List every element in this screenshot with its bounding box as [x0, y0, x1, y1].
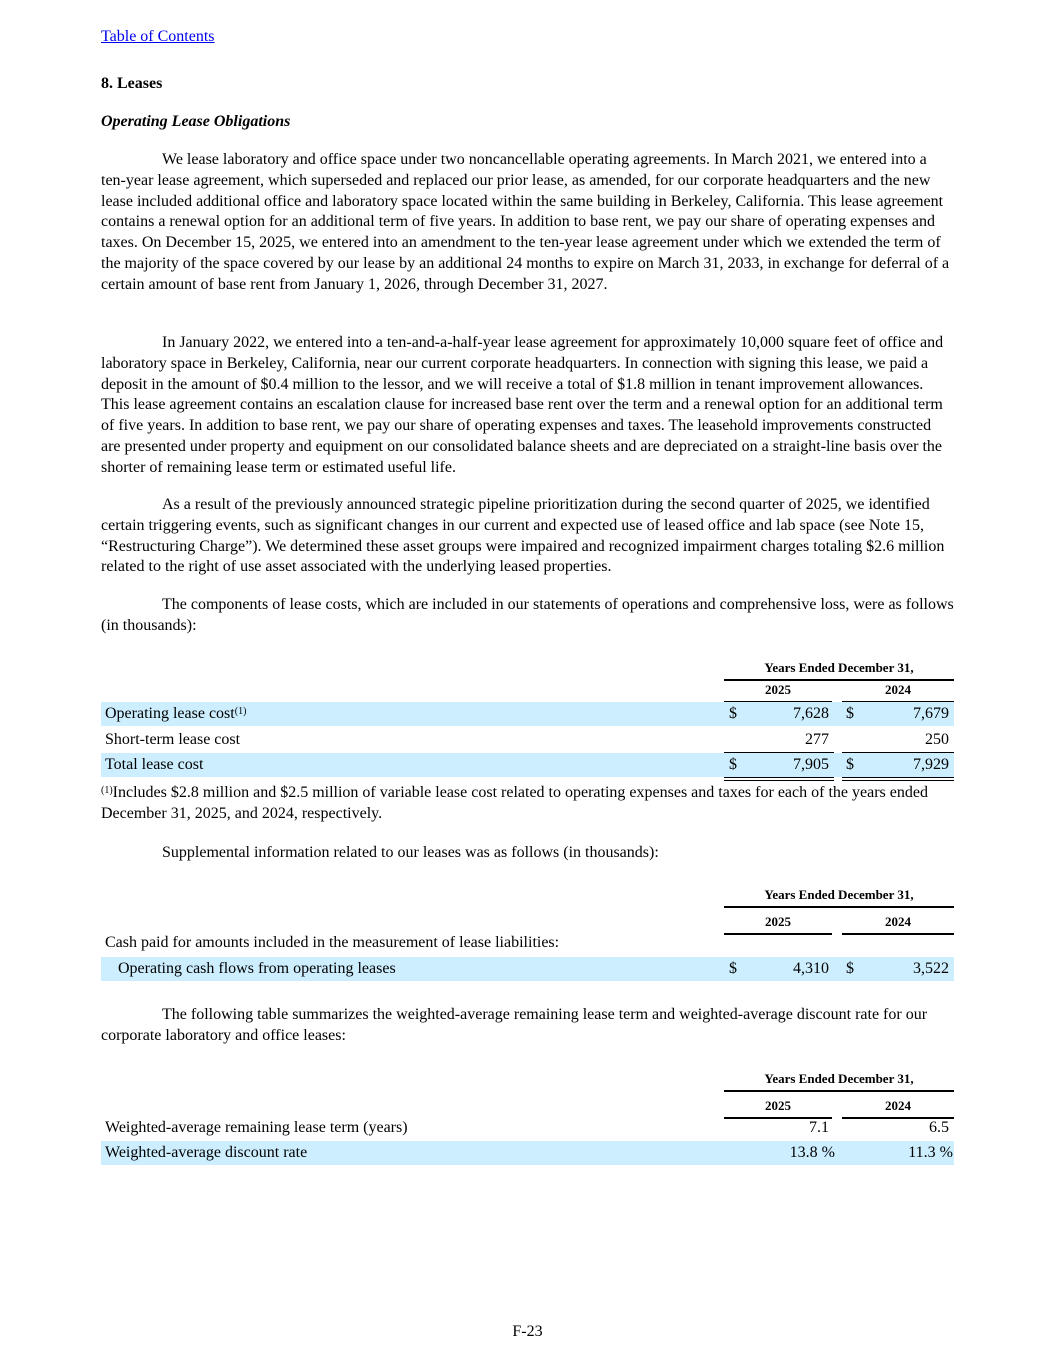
currency-symbol: $	[729, 756, 737, 773]
paragraph-weighted-intro: The following table summarizes the weighted-average remaining lease term and weighted-average discount rate for our corporate laboratory and office leases:	[101, 1006, 928, 1044]
value-2024: 3,522	[913, 960, 949, 977]
row-label: Total lease cost	[105, 756, 204, 773]
table-row-short-term-lease-cost	[101, 728, 954, 752]
footnote: $^{(1)}$Includes $2.8 million and $2.5 million of variable lease cost related to operating expenses and taxes for each of the years ended December 31, 2025, and 2024, respectively.	[101, 784, 928, 822]
table-row-total-lease-cost	[101, 753, 954, 777]
row-label: Weighted-average remaining lease term (years)	[105, 1119, 408, 1136]
currency-symbol: $	[846, 756, 854, 773]
row-label: Cash paid for amounts included in the measurement of lease liabilities:	[105, 934, 560, 951]
year-header-2025: 2025	[724, 1098, 832, 1119]
row-label: Weighted-average discount rate	[105, 1144, 308, 1161]
row-label: Operating cash flows from operating leases	[118, 960, 396, 977]
value-2024: 7,929	[913, 756, 949, 773]
table-row-operating-cash-flows	[101, 957, 954, 981]
year-header-2025: 2025	[724, 682, 832, 703]
period-header: Years Ended December 31,	[724, 887, 954, 908]
footnote-marker: (1)	[234, 706, 247, 717]
year-header-2025: 2025	[724, 914, 832, 935]
table-section-label	[101, 931, 954, 955]
value-2025: 7,905	[793, 756, 829, 773]
value-2025: 7,628	[793, 705, 829, 722]
row-label: Operating lease cost$^{(1)}$	[105, 705, 247, 722]
value-2025: 4,310	[793, 960, 829, 977]
section-subtitle: Operating Lease Obligations	[101, 113, 291, 130]
page-number: F-23	[512, 1323, 543, 1340]
year-header-2024: 2024	[842, 1098, 954, 1119]
total-double-rule	[724, 777, 834, 781]
table-row-remaining-lease-term	[101, 1116, 954, 1140]
paragraph-lease-agreements: We lease laboratory and office space under two noncancellable operating agreements. In March 2021, we entered into a ten-year lease agreement, which superseded and replaced our prior lease, as amended, for our corporate headquarters and the new lease included additional office and laboratory space located within the same building in Berkeley, California. This lease agreement contains a renewal option for an additional term of five years. In addition to base rent, we pay our share of operating expenses and taxes. On December 15, 2025, we entered into an amendment to the ten-year lease agreement under which we extended the term of the majority of the space covered by our lease by an additional 24 months to expire on March 31, 2033, in exchange for deferral of a certain amount of base rent from January 1, 2026, through December 31, 2027.	[101, 151, 950, 293]
footnote-marker: (1)	[101, 785, 113, 796]
period-header: Years Ended December 31,	[724, 660, 954, 681]
table-row-discount-rate	[101, 1141, 954, 1165]
currency-symbol: $	[846, 960, 854, 977]
currency-symbol: $	[729, 705, 737, 722]
paragraph-lease-cost-intro: The components of lease costs, which are included in our statements of operations and comprehensive loss, were as follows (in thousands):	[101, 596, 954, 634]
period-header: Years Ended December 31,	[724, 1071, 954, 1092]
section-title: 8. Leases	[101, 75, 163, 92]
table-row-operating-lease-cost	[101, 702, 954, 726]
currency-symbol: $	[729, 960, 737, 977]
row-label: Short-term lease cost	[105, 731, 241, 748]
paragraph-january-2022-lease: In January 2022, we entered into a ten-and-a-half-year lease agreement for approximately 10,000 square feet of office and laboratory space in Berkeley, California, near our current corporate headquarters. In connection with signing this lease, we paid a deposit in the amount of $0.4 million to the lessor, and we will receive a total of $1.8 million in tenant improvement allowances. This lease agreement contains an escalation clause for increased base rent over the term and a renewal option for an additional term of five years. In addition to base rent, we pay our share of operating expenses and taxes. The leasehold improvements constructed are presented under property and equipment on our consolidated balance sheets and are depreciated on a straight-line basis over the shorter of remaining lease term or estimated useful life.	[101, 334, 944, 476]
paragraph-supplemental-intro: Supplemental information related to our leases was as follows (in thousands):	[162, 844, 659, 861]
value-2024: 250	[925, 731, 949, 748]
value-2024: 7,679	[913, 705, 949, 722]
value-2025: 7.1	[809, 1119, 829, 1136]
value-2025: 277	[805, 731, 829, 748]
year-header-2024: 2024	[842, 914, 954, 935]
total-double-rule	[842, 777, 954, 781]
currency-symbol: $	[846, 705, 854, 722]
paragraph-impairment: As a result of the previously announced strategic pipeline prioritization during the second quarter of 2025, we identified certain triggering events, such as significant changes in our current and expected use of leased office and lab space (see Note 15, “Restructuring Charge”). We determined these asset groups were impaired and recognized impairment charges totaling $2.6 million related to the right of use asset associated with the underlying leased properties.	[101, 496, 945, 576]
value-2024: 6.5	[929, 1119, 949, 1136]
table-of-contents-link[interactable]: Table of Contents	[101, 28, 215, 45]
value-2024: 11.3 %	[908, 1144, 953, 1161]
value-2025: 13.8 %	[789, 1144, 835, 1161]
year-header-2024: 2024	[842, 682, 954, 703]
